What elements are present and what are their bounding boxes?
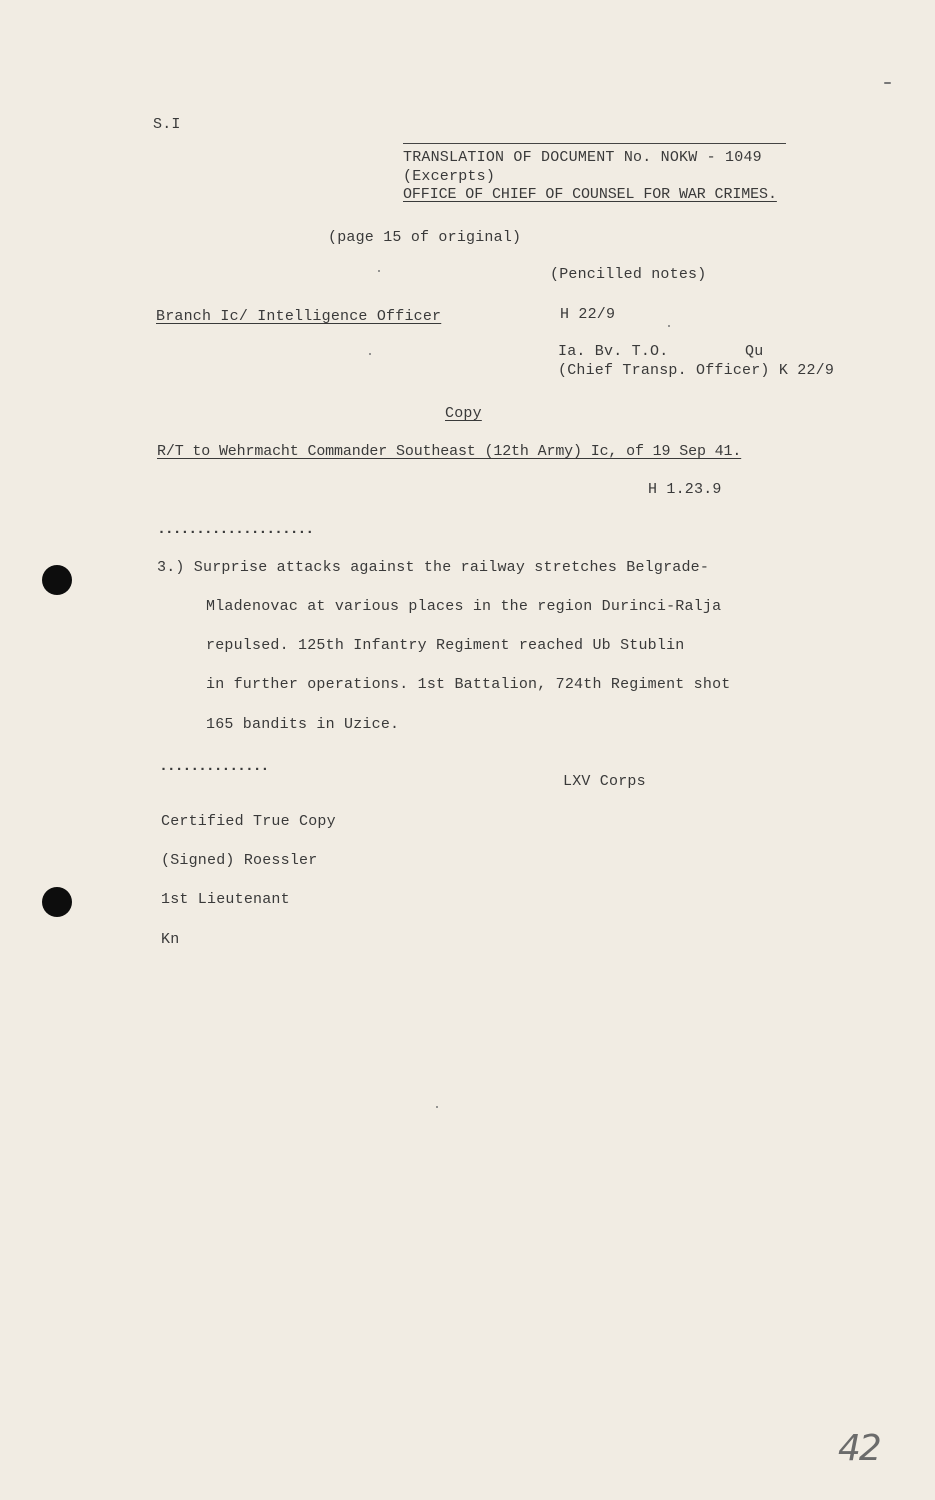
punch-hole-bottom (42, 887, 72, 917)
body-line-3: repulsed. 125th Infantry Regiment reached Ub Stublin (206, 637, 685, 654)
speck (378, 270, 380, 272)
body-line-1: 3.) Surprise attacks against the railway stretches Belgrade- (157, 559, 710, 576)
speck (436, 1106, 438, 1108)
rank-line: 1st Lieutenant (161, 891, 290, 908)
office-line: OFFICE OF CHIEF OF COUNSEL FOR WAR CRIMES. (403, 186, 777, 203)
body-line-2: Mladenovac at various places in the region Durinci-Ralja (206, 598, 722, 615)
speck (668, 325, 670, 327)
pencilled-notes-label: (Pencilled notes) (550, 266, 707, 283)
rt-line: R/T to Wehrmacht Commander Southeast (12th Army) Ic, of 19 Sep 41. (157, 443, 742, 460)
corps-label: LXV Corps (563, 773, 646, 790)
body-line-4: in further operations. 1st Battalion, 724th Regiment shot (206, 676, 731, 693)
excerpts-line: (Excerpts) (403, 168, 496, 185)
speck (884, 82, 891, 84)
certified-line: Certified True Copy (161, 813, 336, 830)
note-ia-line: Ia. Bv. T.O. (558, 343, 669, 360)
copy-label: Copy (445, 405, 482, 422)
note-h-1-23-9: H 1.23.9 (648, 481, 722, 498)
note-h-22-9: H 22/9 (560, 306, 616, 323)
initials: S.I (153, 116, 181, 133)
punch-hole-top (42, 565, 72, 595)
signed-line: (Signed) Roessler (161, 852, 318, 869)
speck (369, 353, 371, 355)
header-top-rule (403, 143, 786, 144)
branch-line: Branch Ic/ Intelligence Officer (156, 308, 442, 325)
note-qu: Qu (745, 343, 764, 360)
kn-initials: Kn (161, 931, 180, 948)
translation-line: TRANSLATION OF DOCUMENT No. NOKW - 1049 (403, 149, 762, 166)
separator-dots-1: .................... (157, 521, 314, 538)
page-number: 42 (838, 1428, 880, 1469)
note-chief-line: (Chief Transp. Officer) K 22/9 (558, 362, 835, 379)
body-line-5: 165 bandits in Uzice. (206, 716, 400, 733)
separator-dots-2: .............. (159, 758, 269, 775)
page-reference: (page 15 of original) (328, 229, 522, 246)
